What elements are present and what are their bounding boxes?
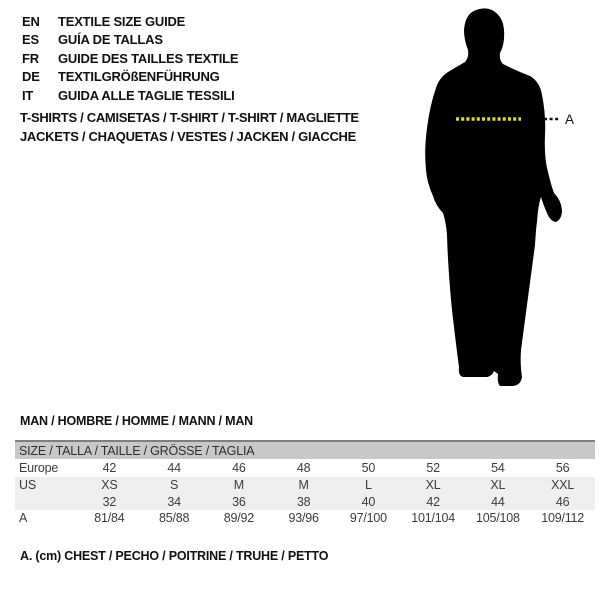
- language-row: [22, 68, 238, 86]
- cell: XXL: [551, 478, 575, 492]
- cell: 52: [426, 461, 440, 475]
- cell: 97/100: [349, 511, 387, 525]
- size-table-header: SIZE / TALLA / TAILLE / GRÖSSE / TAGLIA: [15, 440, 595, 459]
- cell: 42: [102, 461, 117, 475]
- cell: 56: [555, 461, 570, 475]
- cell: 93/96: [288, 511, 319, 525]
- language-row: [22, 87, 238, 105]
- cell: 89/92: [223, 511, 255, 525]
- man-silhouette: [425, 8, 562, 386]
- category-tshirts: T-SHIRTS / CAMISETAS / T-SHIRT / T-SHIRT / MAGLIETTE: [20, 110, 359, 125]
- row-label: US: [19, 478, 36, 492]
- language-code: IT: [22, 87, 34, 103]
- cell: 38: [296, 495, 311, 509]
- language-label: GUIDE DES TAILLES TEXTILE: [58, 50, 239, 66]
- measure-label-a: A: [565, 112, 575, 127]
- size-table: [15, 440, 595, 527]
- cell: S: [170, 478, 179, 492]
- cell: 46: [555, 495, 570, 509]
- cell: 85/88: [158, 511, 190, 525]
- cell: 42: [426, 495, 440, 509]
- cell: 44: [491, 495, 505, 509]
- row-label: A: [19, 511, 28, 525]
- language-row: [22, 13, 238, 31]
- cell: 54: [491, 461, 505, 475]
- garment-categories: [20, 108, 359, 146]
- cell: XL: [425, 478, 441, 492]
- cell: 32: [102, 495, 117, 509]
- language-row: [22, 50, 238, 68]
- language-code: EN: [22, 14, 40, 29]
- cell: L: [364, 478, 372, 492]
- category-jackets: JACKETS / CHAQUETAS / VESTES / JACKEN / GIACCHE: [20, 129, 356, 144]
- cell: 105/108: [475, 511, 520, 525]
- table-row-chest-a: [15, 510, 595, 527]
- man-silhouette-figure: [395, 0, 600, 400]
- cell: 44: [167, 461, 181, 475]
- row-label: Europe: [19, 461, 59, 475]
- language-row: [22, 31, 238, 49]
- section-title-man: MAN / HOMBRE / HOMME / MANN / MAN: [20, 414, 253, 428]
- language-code: ES: [22, 32, 39, 48]
- table-row-europe: [15, 459, 595, 477]
- language-list: [22, 13, 238, 105]
- language-code: FR: [22, 50, 39, 66]
- cell: 81/84: [94, 511, 125, 525]
- row-label: [15, 494, 77, 510]
- cell: 50: [361, 461, 376, 475]
- cell: 34: [167, 495, 181, 509]
- language-label: GUIDA ALLE TAGLIE TESSILI: [58, 87, 235, 103]
- man-silhouette-svg: [395, 0, 600, 400]
- language-code: DE: [22, 69, 40, 85]
- cell: 109/112: [541, 511, 585, 525]
- cell: 46: [232, 461, 246, 475]
- language-label: TEXTILE SIZE GUIDE: [58, 14, 186, 29]
- cell: 36: [232, 495, 246, 509]
- language-label: TEXTILGRÖßENFÜHRUNG: [58, 69, 220, 85]
- language-label: GUÍA DE TALLAS: [58, 32, 163, 48]
- cell: 48: [296, 461, 311, 475]
- cell: M: [298, 478, 309, 492]
- cell: 101/104: [411, 511, 456, 525]
- footnote-chest-legend: A. (cm) CHEST / PECHO / POITRINE / TRUHE / PETTO: [20, 549, 329, 563]
- cell: XL: [490, 478, 506, 492]
- cell: M: [233, 478, 244, 492]
- cell: XS: [101, 478, 118, 492]
- cell: 40: [361, 495, 376, 509]
- table-row-us: [15, 477, 595, 494]
- table-row-numeric: [15, 494, 595, 510]
